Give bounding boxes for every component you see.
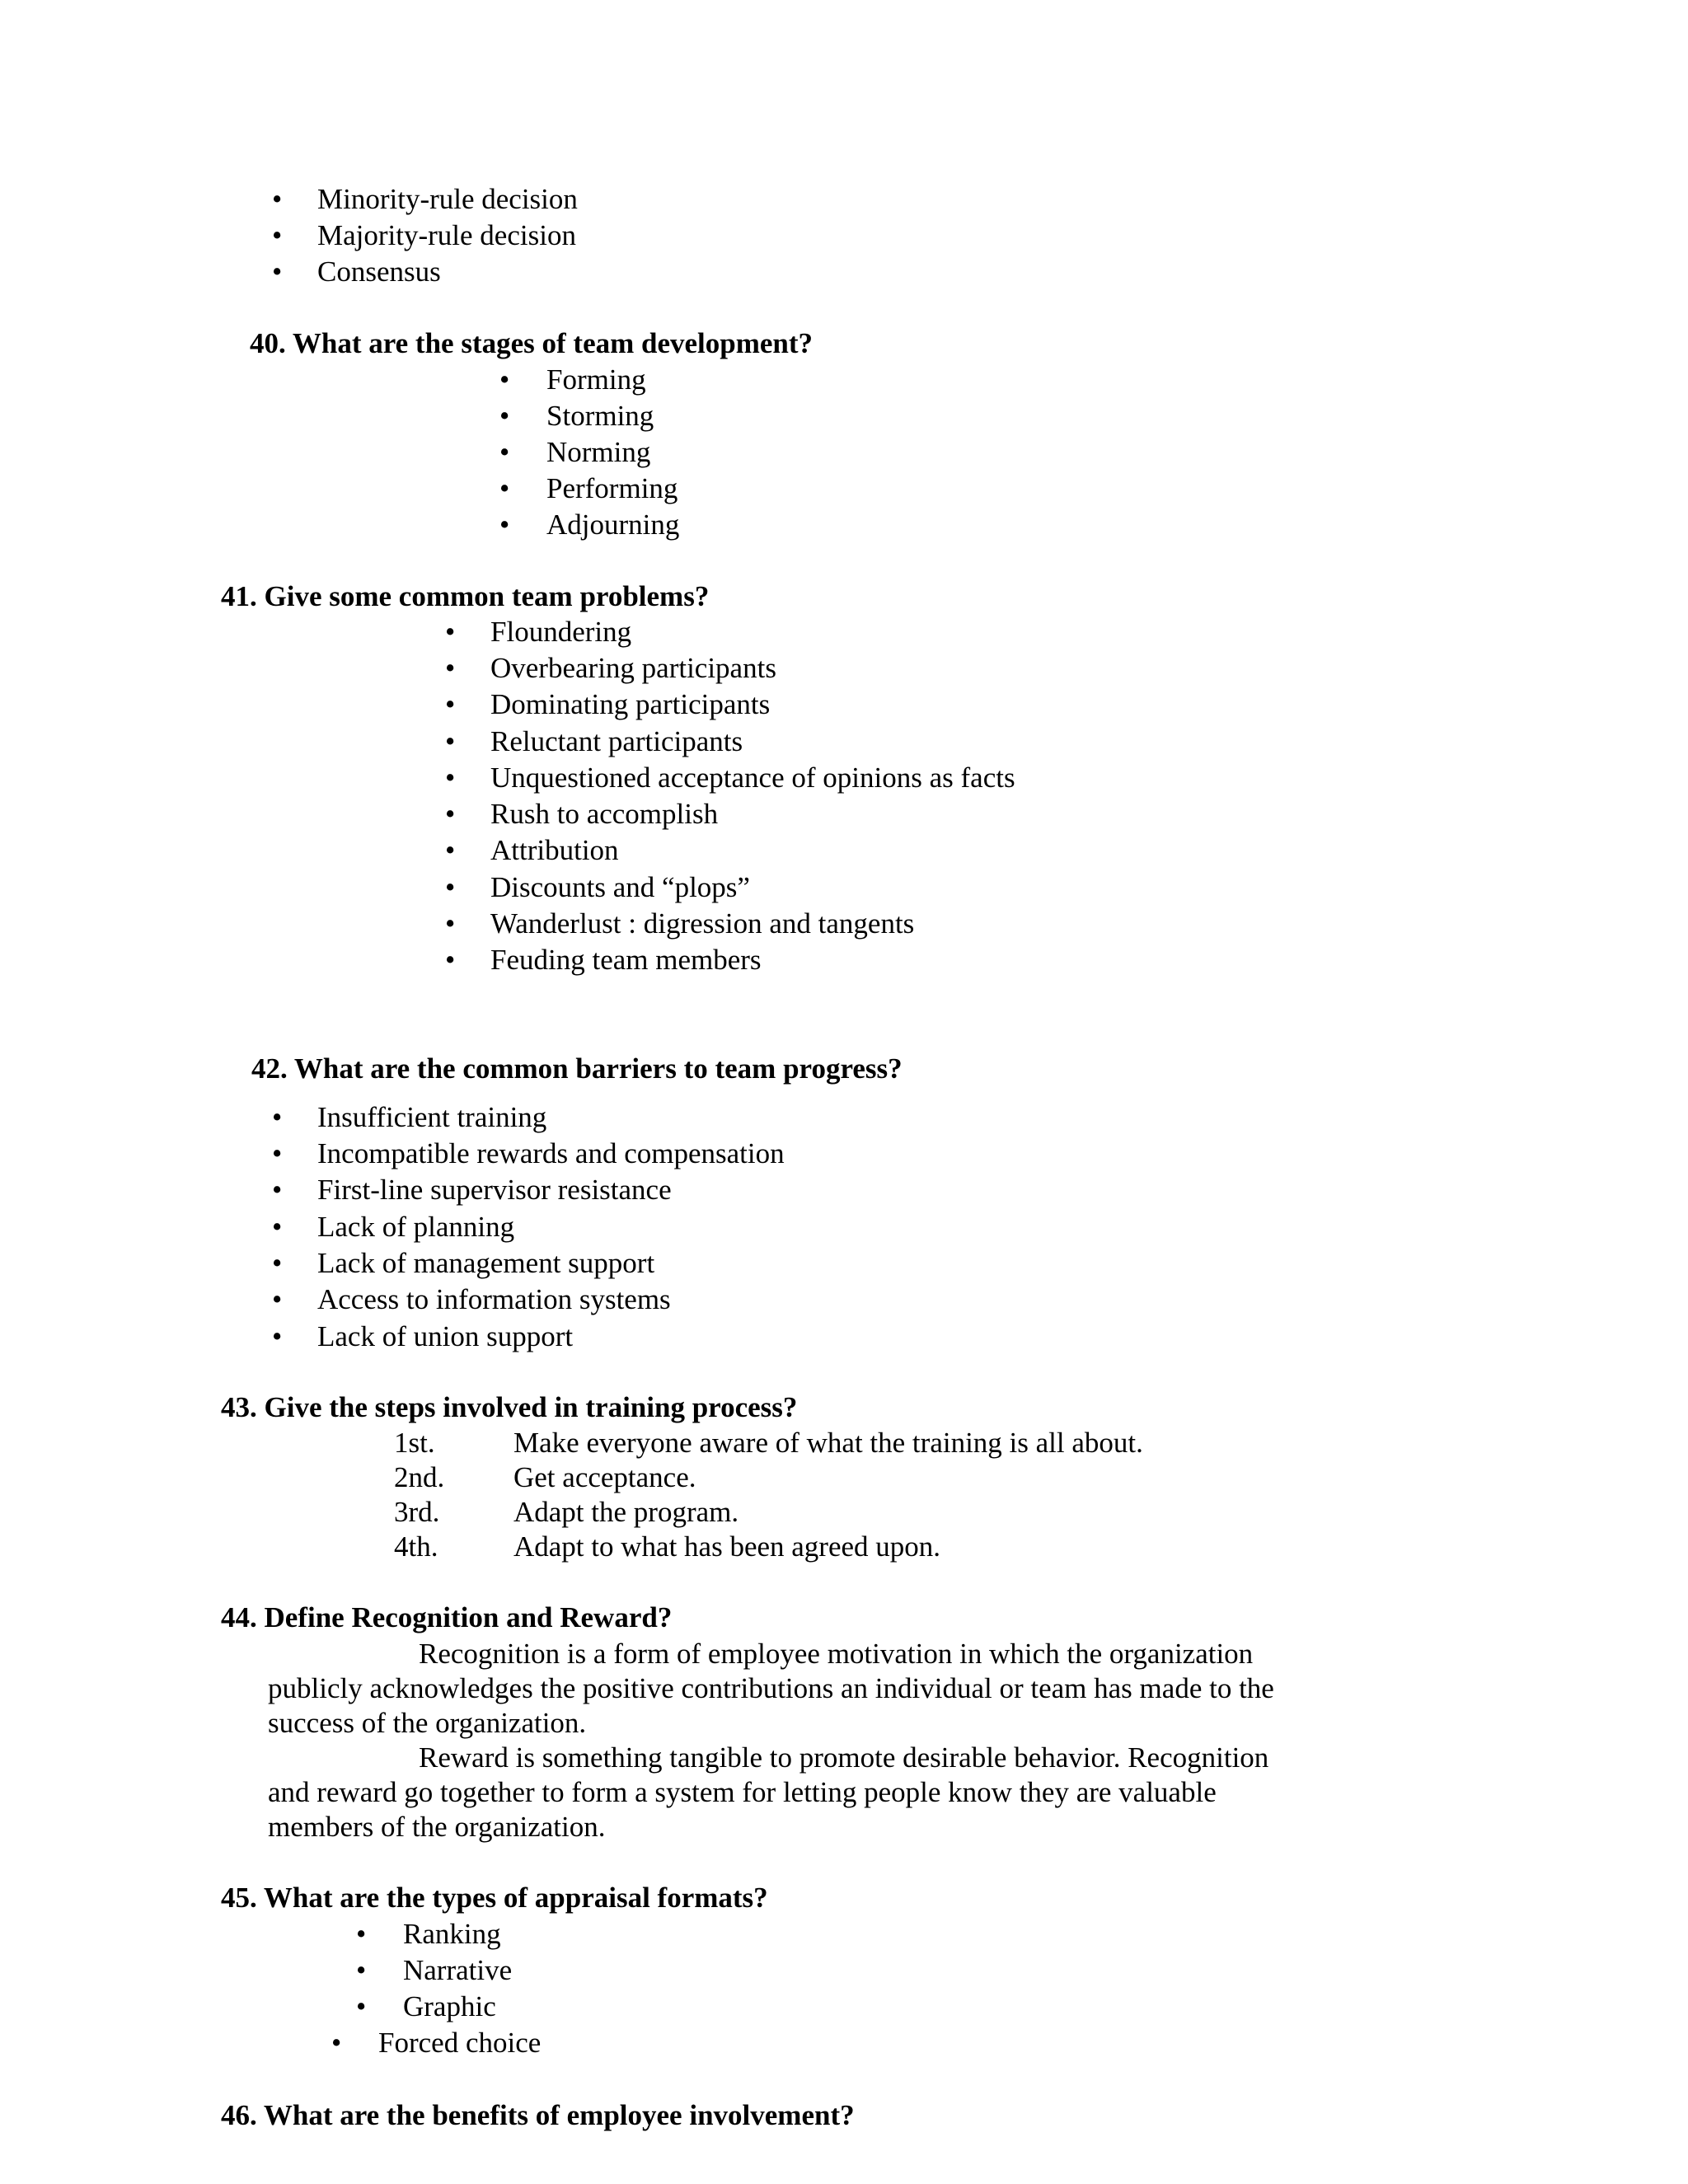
bullet: •: [499, 400, 510, 432]
bullet: •: [445, 762, 456, 794]
paragraph-line: success of the organization.: [268, 1707, 587, 1739]
bullet: •: [272, 1174, 283, 1206]
bullet: •: [331, 2027, 342, 2059]
step-number: 2nd.: [394, 1461, 445, 1493]
bullet: •: [356, 1990, 367, 2022]
bullet: •: [499, 363, 510, 396]
bullet: •: [272, 1247, 283, 1279]
bullet: •: [272, 1211, 283, 1243]
bullet: •: [445, 944, 456, 976]
paragraph-line: publicly acknowledges the positive contributions an individual or team has made to the: [268, 1672, 1274, 1704]
bullet: •: [445, 688, 456, 720]
bullet: •: [272, 255, 283, 288]
bullet: •: [272, 1101, 283, 1133]
question-44-heading: 44. Define Recognition and Reward?: [221, 1601, 673, 1633]
question-40-heading: 40. What are the stages of team development?: [250, 327, 814, 359]
step-number: 1st.: [394, 1427, 435, 1459]
bullet: •: [445, 652, 456, 684]
bullet: •: [499, 472, 510, 504]
document-page: • Minority-rule decision • Majority-rule decision • Consensus 40. What are the stages of team development? • Forming • Storming • Norming • Performing • Adjourning 41. Give some common team problems? • Floundering • Overbearing participants • Dominating participants • Reluctant participants • Unquestioned acceptance of opinions as facts • Rush to accomplish • Attribution • Discounts and “plops” • Wanderlust : digression and tangents • Feuding team members 42. What are the common barriers to team progress? • Insufficient training • Incompatible rewards and compensation • First-line supervisor resistance • Lack of planning • Lack of management support • Access to information systems • Lack of union support 43. Give the steps involved in training process? 1st. Make everyone aware of what the training is all about. 2nd. Get acceptance. 3rd. Adapt the program. 4th. Adapt to what has been agreed upon. 44. Define Recognition and Reward? Recognition is a form of employee motivation in which the organization publicly acknowledges the positive contributions an individual or team has made to the success of the organization. Reward is something tangible to promote desirable behavior. Recognition and reward go together to form a system for letting people know they are valuable members of the organization. 45. What are the types of appraisal formats? • Ranking • Narrative • Graphic • Forced choice 46. What are the benefits of employee involvement?: [0, 0, 1688, 2184]
question-46-heading: 46. What are the benefits of employee involvement?: [221, 2099, 855, 2131]
bullet: •: [272, 1320, 283, 1352]
bullet: •: [499, 436, 510, 468]
step-text: Get acceptance.: [513, 1461, 696, 1493]
question-45-heading: 45. What are the types of appraisal formats?: [221, 1882, 768, 1914]
paragraph-line: and reward go together to form a system for letting people know they are valuable: [268, 1776, 1217, 1808]
bullet: •: [499, 509, 510, 541]
step-number: 3rd.: [394, 1496, 440, 1528]
bullet: •: [272, 1137, 283, 1169]
bullet: •: [356, 1918, 367, 1950]
bullet: •: [445, 907, 456, 940]
bullet: •: [445, 871, 456, 903]
bullet: •: [272, 219, 283, 251]
bullet: •: [356, 1954, 367, 1986]
paragraph-line: members of the organization.: [268, 1811, 606, 1843]
bullet: •: [272, 1283, 283, 1315]
step-text: Make everyone aware of what the training is all about.: [513, 1427, 1143, 1459]
step-text: Adapt the program.: [513, 1496, 739, 1528]
bullet: •: [445, 725, 456, 757]
paragraph-line: Recognition is a form of employee motivation in which the organization: [419, 1638, 1254, 1670]
question-43-heading: 43. Give the steps involved in training process?: [221, 1391, 798, 1423]
question-42-heading: 42. What are the common barriers to team progress?: [251, 1052, 903, 1085]
bullet: •: [445, 834, 456, 866]
bullet: •: [445, 616, 456, 648]
step-text: Adapt to what has been agreed upon.: [513, 1530, 941, 1563]
question-41-heading: 41. Give some common team problems?: [221, 580, 710, 612]
step-number: 4th.: [394, 1530, 438, 1563]
paragraph-line: Reward is something tangible to promote desirable behavior. Recognition: [419, 1741, 1269, 1774]
bullet: •: [272, 183, 283, 215]
bullet: •: [445, 798, 456, 830]
